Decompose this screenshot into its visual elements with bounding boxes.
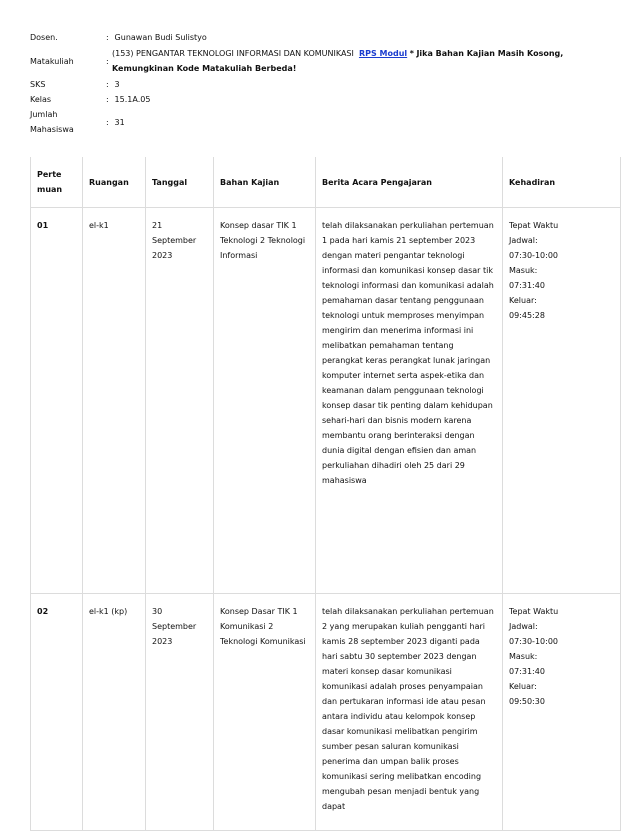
cell-ruangan: el-k1 (kp): [83, 594, 146, 831]
sks-value: 3: [114, 80, 120, 89]
keluar-value: 09:45:28: [509, 311, 545, 320]
tanggal-year: 2023: [152, 251, 173, 260]
keluar-label: Keluar:: [509, 682, 537, 691]
kelas-row: [30, 92, 610, 107]
masuk-label: Masuk:: [509, 266, 538, 275]
attendance-table: [30, 157, 621, 831]
tanggal-year: 2023: [152, 637, 173, 646]
dosen-row: [30, 30, 610, 45]
tanggal-month: September: [152, 622, 197, 631]
cell-bahan-kajian: Konsep Dasar TIK 1 Komunikasi 2 Teknologi Komunikasi: [214, 594, 316, 831]
colon: :: [106, 80, 109, 89]
table-row: [31, 208, 621, 594]
colon: :: [106, 95, 109, 104]
kelas-label: Kelas: [30, 95, 52, 104]
table-header-row: [31, 157, 621, 208]
masuk-label: Masuk:: [509, 652, 538, 661]
cell-kehadiran: [503, 594, 621, 831]
cell-berita-acara: telah dilaksanakan perkuliahan pertemuan 1 pada hari kamis 21 september 2023 dengan materi pengantar teknologi informasi dan komunikasi konsep dasar tik teknologi informasi dan komunikasi adalah pemahaman dasar tentang penggunaan teknologi untuk memproses menyimpan mengirim dan menerima informasi ini melibatkan pemahaman tentang perangkat keras perangkat lunak jaringan komputer internet serta aspek-etika dan keamanan dalam penggunaan teknologi konsep dasar tik penting dalam kehidupan sehari-hari dan bisnis modern karena membantu orang berinteraksi dengan dunia digital dengan efisien dan aman perkuliahan dihadiri oleh 25 dari 29 mahasiswa: [316, 208, 503, 594]
tanggal-day: 30: [152, 607, 163, 616]
matakuliah-label: Matakuliah: [30, 56, 74, 66]
matakuliah-value: (153) PENGANTAR TEKNOLOGI INFORMASI DAN KOMUNIKASI: [112, 49, 354, 58]
tanggal-month: September: [152, 236, 197, 245]
cell-tanggal: [146, 208, 214, 594]
jadwal-label: Jadwal:: [509, 236, 538, 245]
masuk-value: 07:31:40: [509, 281, 545, 290]
cell-berita-acara: telah dilaksanakan perkuliahan pertemuan 2 yang merupakan kuliah pengganti hari kamis 28 september 2023 diganti pada hari sabtu 30 september 2023 dengan materi konsep dasar komunikasi komunikasi adalah proses penyampaian dan pertukaran informasi ide atau pesan antara individu atau kelompok konsep dasar komunikasi melibatkan pengirim sumber pesan saluran komunikasi penerima dan umpan balik proses komunikasi sering melibatkan encoding mengubah pesan menjadi bentuk yang dapat: [316, 594, 503, 831]
header-berita-acara: Berita Acara Pengajaran: [316, 157, 503, 208]
kehadiran-status: Tepat Waktu: [509, 221, 559, 230]
header-bahan-kajian: Bahan Kajian: [214, 157, 316, 208]
sks-label: SKS: [30, 80, 46, 89]
cell-kehadiran: [503, 208, 621, 594]
kehadiran-status: Tepat Waktu: [509, 607, 559, 616]
header-kehadiran: Kehadiran: [503, 157, 621, 208]
keluar-value: 09:50:30: [509, 697, 545, 706]
rps-modul-link[interactable]: RPS Modul: [358, 49, 408, 58]
colon: :: [106, 117, 109, 127]
sks-row: [30, 77, 610, 92]
cell-pertemuan: 01: [31, 208, 83, 594]
masuk-value: 07:31:40: [509, 667, 545, 676]
cell-ruangan: el-k1: [83, 208, 146, 594]
header-pertemuan: [31, 157, 83, 208]
header-tanggal: Tanggal: [146, 157, 214, 208]
kelas-value: 15.1A.05: [114, 95, 151, 104]
jadwal-label: Jadwal:: [509, 622, 538, 631]
tanggal-day: 21: [152, 221, 163, 230]
header-pertemuan-line1: Perte: [37, 170, 62, 179]
colon: :: [106, 56, 109, 66]
header-pertemuan-line2: muan: [37, 185, 63, 194]
colon: :: [106, 33, 109, 42]
dosen-label: Dosen.: [30, 33, 58, 42]
matakuliah-row: [30, 45, 610, 77]
course-info: [30, 30, 610, 137]
cell-tanggal: [146, 594, 214, 831]
jumlah-label-line2: Mahasiswa: [30, 125, 74, 134]
matakuliah-note: Jika Bahan Kajian Masih Kosong, Kemungkinan Kode Matakuliah Berbeda!: [112, 49, 564, 73]
dosen-value: Gunawan Budi Sulistyo: [114, 33, 207, 42]
header-ruangan: Ruangan: [83, 157, 146, 208]
cell-pertemuan: 02: [31, 594, 83, 831]
cell-bahan-kajian: Konsep dasar TIK 1 Teknologi 2 Teknologi Informasi: [214, 208, 316, 594]
jumlah-label-line1: Jumlah: [30, 110, 58, 119]
jadwal-value: 07:30-10:00: [509, 637, 558, 646]
jumlah-row: [30, 107, 610, 137]
table-row: [31, 594, 621, 831]
jadwal-value: 07:30-10:00: [509, 251, 558, 260]
keluar-label: Keluar:: [509, 296, 537, 305]
jumlah-value: 31: [114, 117, 125, 127]
footnote-mark: *: [409, 49, 414, 58]
